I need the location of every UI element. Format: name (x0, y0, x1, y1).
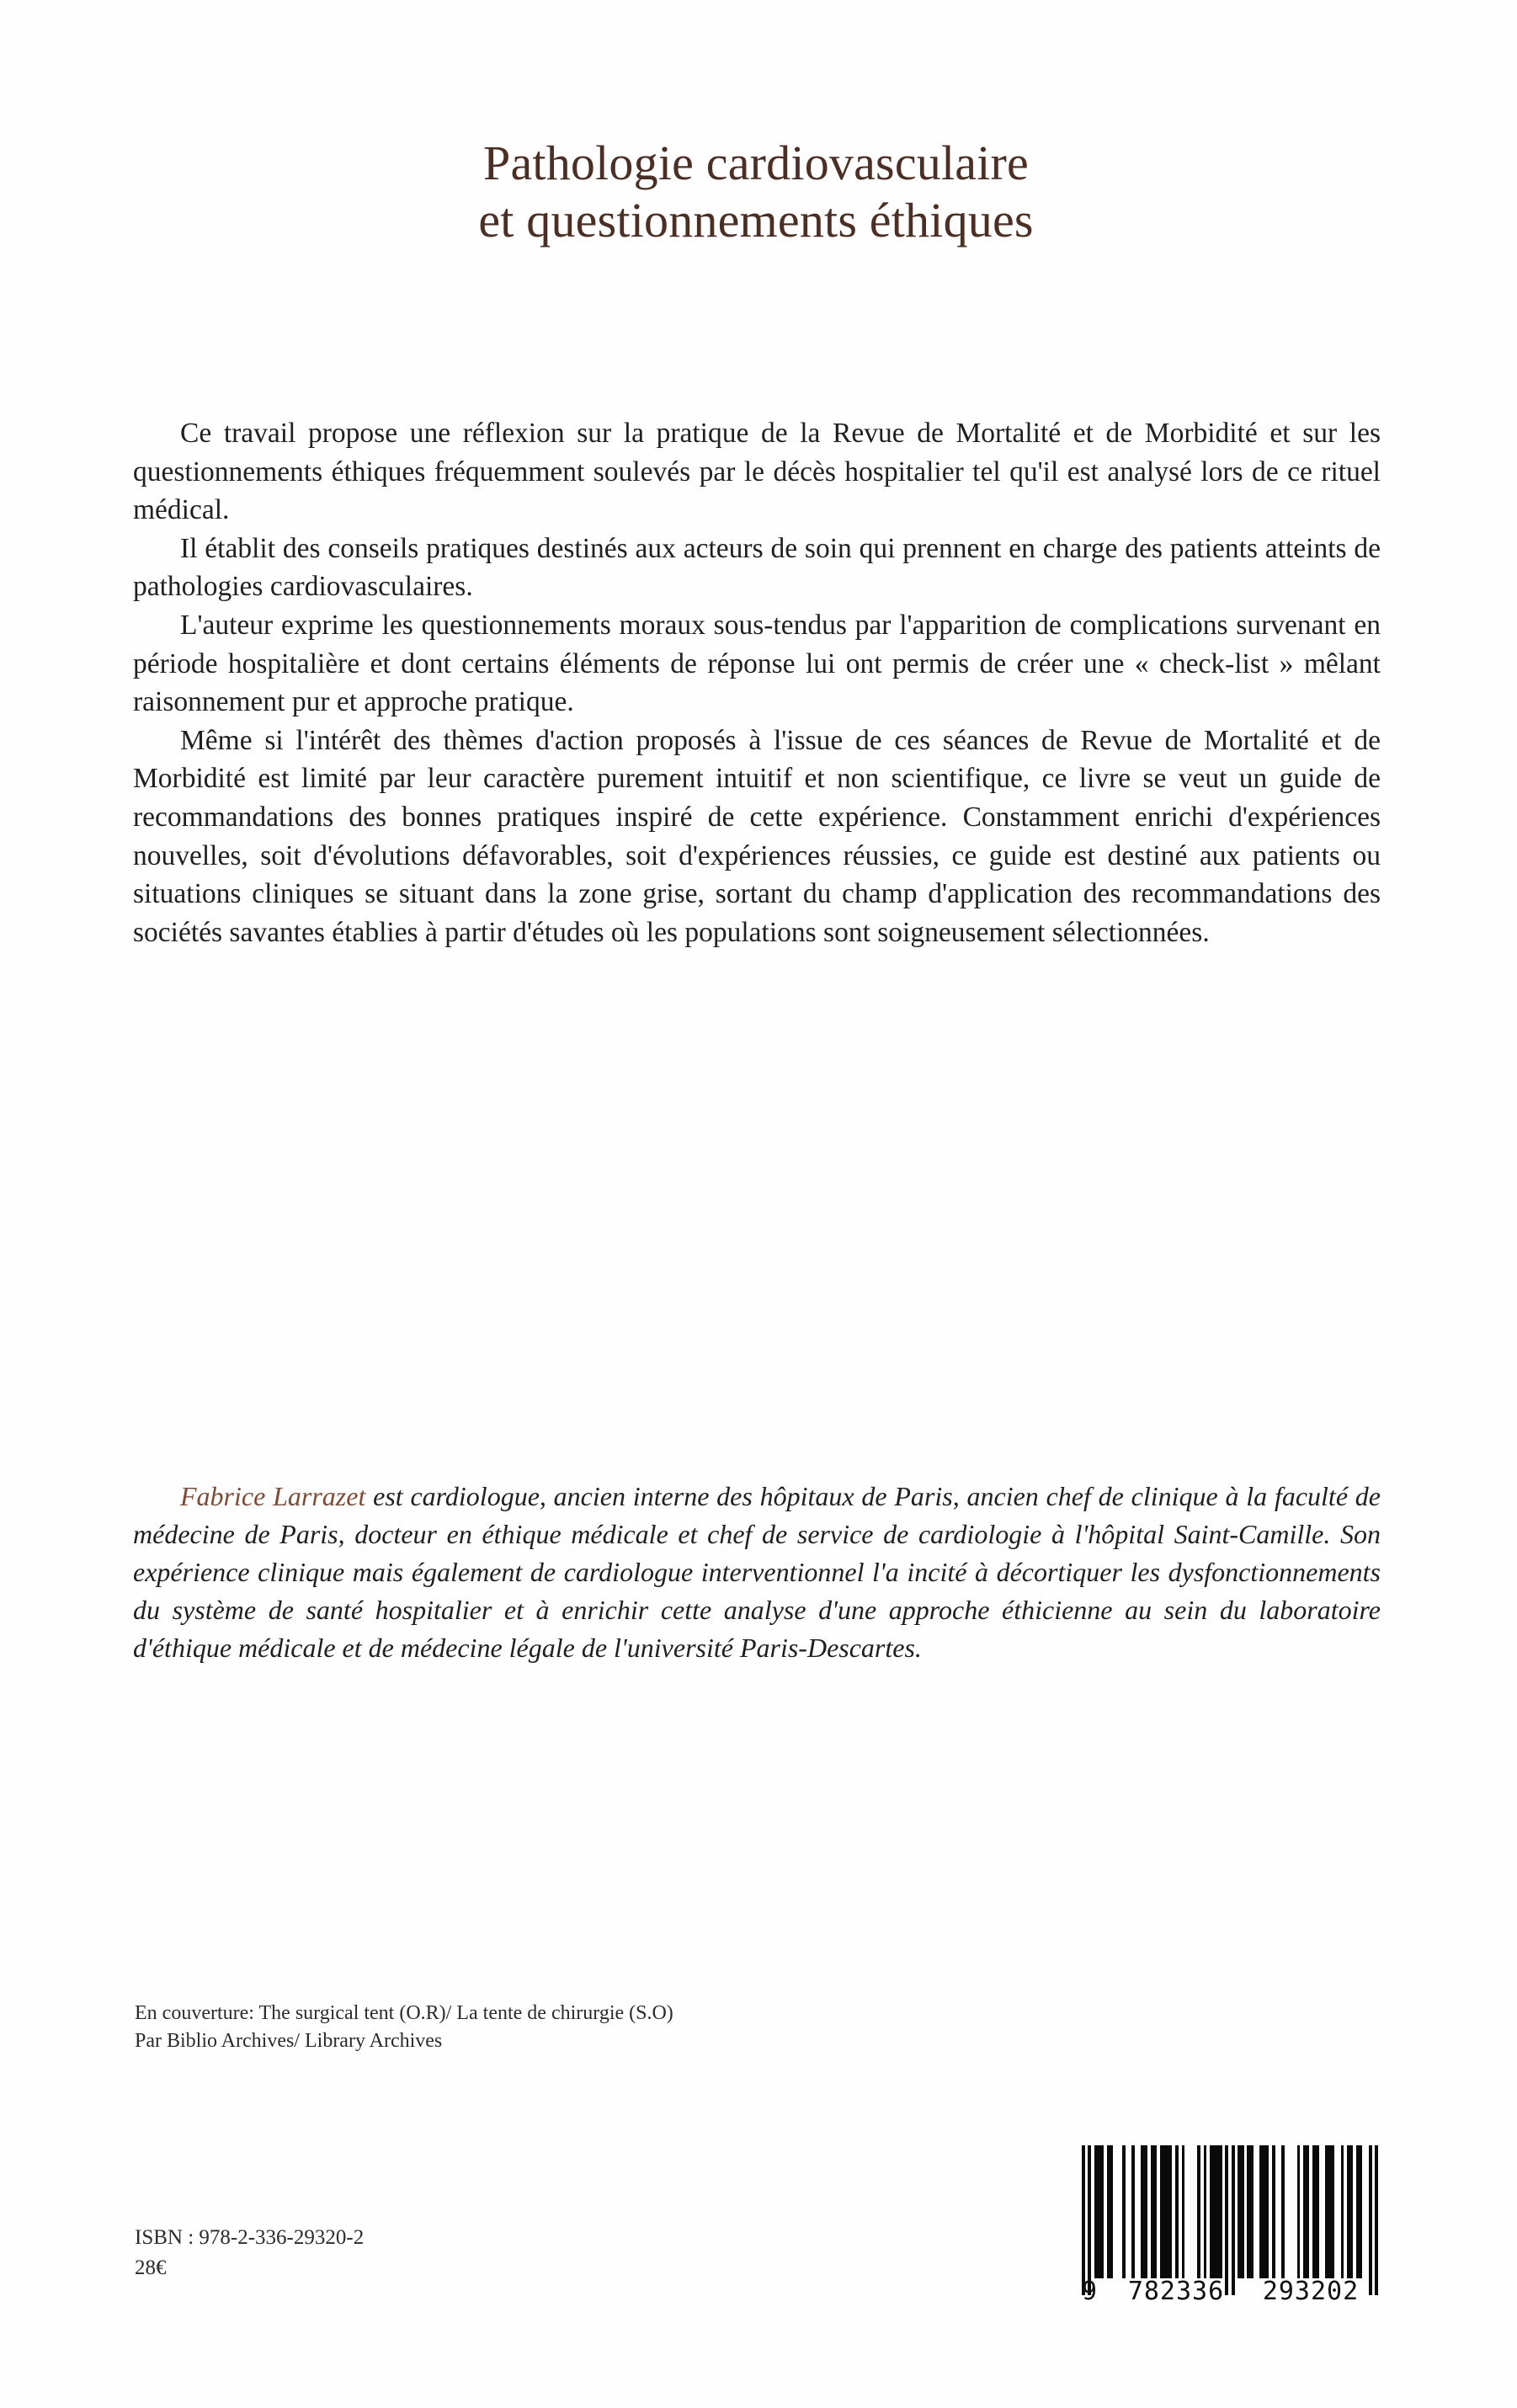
barcode-bar (1356, 2145, 1362, 2278)
cover-credit (135, 2000, 1061, 2055)
barcode-bar (1088, 2145, 1091, 2295)
isbn-text: ISBN : 978-2-336-29320-2 (135, 2226, 365, 2249)
blurb-text (133, 414, 1381, 951)
book-title (133, 135, 1379, 250)
barcode-bar (1225, 2145, 1228, 2295)
barcode-bar (1122, 2145, 1126, 2278)
blurb-paragraph-2: Il établit des conseils pratiques destinés aux acteurs de soin qui prennent en charge des patients atteints de pathologies cardiovasculaires. (133, 532, 1381, 603)
blurb-paragraph-3: L'auteur exprime les questionnements moraux sous-tendus par l'apparition de complications survenant en période hospitalière et dont certains éléments de réponse lui ont permis de créer une « check-list » mêlant raisonnement pur et approche pratique. (133, 609, 1381, 718)
barcode-bar (1094, 2145, 1104, 2278)
blurb-paragraph-4: Même si l'intérêt des thèmes d'action proposés à l'issue de ces séances de Revue de Mortalité et de Morbidité est limité par leur caractère purement intuitif et non scientifique, ce livre se veut un guide de recommandations des bonnes pratiques inspiré de cette expérience. Constamment enrichi d'expériences nouvelles, soit d'évolutions défavorables, soit d'expériences réussies, ce guide est destiné aux patients ou situations cliniques se situant dans la zone grise, sortant du champ d'application des recommandations des sociétés savantes établies à partir d'études où les populations sont soigneusement sélectionnées. (133, 724, 1381, 948)
barcode-bar (1182, 2145, 1185, 2278)
barcode-bar (1259, 2145, 1269, 2278)
author-bio-text: est cardiologue, ancien interne des hôpitaux de Paris, ancien chef de clinique à la faculté de médecine de Paris, docteur en éthique médicale et chef de service de cardiologie à l'hôpital Saint-Camille. Son expérience clinique mais également de cardiologue interventionnel l'a incité à décortiquer les dysfonctionnements du système de santé hospitalier et à enrichir cette analyse d'une approche éthicienne au sein du laboratoire d'éthique médicale et de médecine légale de l'université Paris-Descartes. (133, 1481, 1381, 1663)
barcode-bar (1297, 2145, 1301, 2278)
barcode-bar (1325, 2145, 1334, 2278)
barcode-lead-digit: 9 (1082, 2277, 1099, 2306)
barcode-bar (1347, 2145, 1353, 2278)
barcode-bar (1160, 2145, 1173, 2278)
author-name: Fabrice Larrazet (180, 1481, 366, 1511)
barcode-bar (1238, 2145, 1243, 2278)
barcode-bar (1131, 2145, 1135, 2278)
author-bio (133, 1478, 1381, 1667)
barcode-left-group: 782336 (1127, 2277, 1225, 2306)
barcode-bar (1141, 2145, 1147, 2278)
barcode-bar (1247, 2145, 1253, 2278)
barcode-bar (1107, 2145, 1113, 2278)
price-text: 28€ (135, 2256, 167, 2279)
barcode-bar (1175, 2145, 1179, 2278)
title-line-1: Pathologie cardiovasculaire (483, 136, 1029, 190)
barcode-bar (1232, 2145, 1235, 2295)
barcode-right-group: 293202 (1262, 2277, 1360, 2306)
barcode-bar (1151, 2145, 1157, 2278)
barcode-digits (1082, 2277, 1378, 2306)
barcode-bar (1210, 2145, 1222, 2278)
barcode-bar (1204, 2145, 1207, 2278)
cover-credit-line-2: Par Biblio Archives/ Library Archives (135, 2030, 443, 2052)
barcode-bar (1312, 2145, 1318, 2278)
barcode-bar (1272, 2145, 1275, 2278)
blurb-paragraph-1: Ce travail propose une réflexion sur la pratique de la Revue de Mortalité et de Morbidité et sur les questionnements éthiques fréquemment soulevés par le décès hospitalier tel qu'il est analysé lors de ce rituel médical. (133, 418, 1381, 526)
author-bio-paragraph (133, 1478, 1381, 1667)
barcode-bar (1281, 2145, 1285, 2278)
barcode-bar (1369, 2145, 1372, 2295)
barcode-bar (1341, 2145, 1344, 2278)
barcode-bars (1082, 2145, 1378, 2282)
isbn-block (135, 2223, 364, 2283)
cover-credit-line-1: En couverture: The surgical tent (O.R)/ La tente de chirurgie (S.O) (135, 2002, 673, 2024)
title-line-2: et questionnements éthiques (478, 193, 1034, 248)
barcode-bar (1375, 2145, 1378, 2295)
barcode-bar (1082, 2145, 1085, 2295)
barcode-bar (1303, 2145, 1309, 2278)
barcode-bar (1197, 2145, 1200, 2278)
isbn-barcode (1082, 2145, 1378, 2318)
